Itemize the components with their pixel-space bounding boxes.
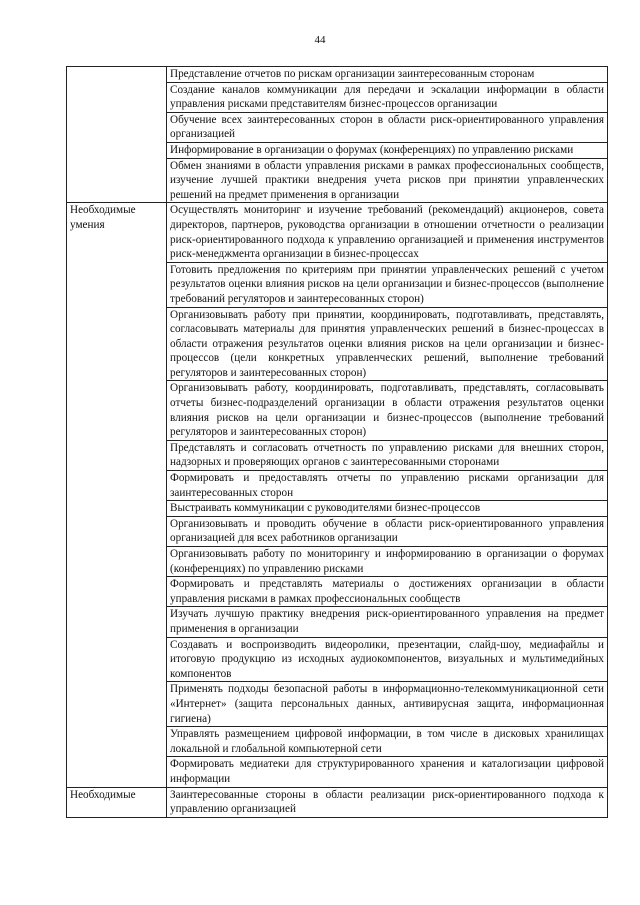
table-cell: Создание каналов коммуникации для передачи и эскалации информации в области управления рисками представителям бизнес-процессов организации — [167, 82, 608, 112]
table-cell: Обмен знаниями в области управления рисками в рамках профессиональных сообществ, изучение лучшей практики внедрения учета рисков при принятии управленческих решений на предмет применения в организации — [167, 158, 608, 203]
table-cell: Изучать лучшую практику внедрения риск-ориентированного управления на предмет применения в организации — [167, 607, 608, 637]
table-cell: Выстраивать коммуникации с руководителями бизнес-процессов — [167, 501, 608, 517]
table-cell: Формировать и предоставлять отчеты по управлению рисками организации для заинтересованных сторон — [167, 471, 608, 501]
table-cell: Организовывать работу при принятии, координировать, подготавливать, представлять, согласовывать материалы для принятия управленческих решений в бизнес-процессах в области отражения результатов оценки влияния рисков на цели организации и бизнес-процессов (цели конкретных управленческих решений, выполнение требований регуляторов и заинтересованных сторон) — [167, 307, 608, 381]
table-cell: Создавать и воспроизводить видеоролики, презентации, слайд-шоу, медиафайлы и итоговую продукцию из исходных аудиокомпонентов, визуальных и мультимедийных компонентов — [167, 637, 608, 682]
skills-label: Необходимые умения — [67, 203, 167, 787]
table-cell: Формировать и представлять материалы о достижениях организации в области управления рисками в рамках профессиональных сообществ — [167, 577, 608, 607]
table-cell: Заинтересованные стороны в области реализации риск-ориентированного подхода к управлению организацией — [167, 787, 608, 817]
table-cell: Осуществлять мониторинг и изучение требований (рекомендаций) акционеров, совета директоров, партнеров, руководства организации в отношении отчетности о реализации риск-ориентированного подхода к управлению организацией и применения инструментов риск-менеджмента организации в бизнес-процессах — [167, 203, 608, 262]
table-cell: Организовывать и проводить обучение в области риск-ориентированного управления организацией для всех работников организации — [167, 516, 608, 546]
table-row — [67, 67, 608, 83]
table-cell: Обучение всех заинтересованных сторон в области риск-ориентированного управления организацией — [167, 112, 608, 142]
table-cell: Формировать медиатеки для структурированного хранения и каталогизации цифровой информации — [167, 757, 608, 787]
table-cell: Представлять и согласовать отчетность по управлению рисками для внешних сторон, надзорных и проверяющих органов с заинтересованными сторонами — [167, 440, 608, 470]
table-row — [67, 203, 608, 262]
table-cell: Применять подходы безопасной работы в информационно-телекоммуникационной сети «Интернет» (защита персональных данных, антивирусная защита, информационная гигиена) — [167, 682, 608, 727]
table-cell: Организовывать работу, координировать, подготавливать, представлять, согласовывать отчеты бизнес-подразделений организации в области отражения результатов оценки влияния рисков на цели организации и бизнес-процессов (выполнение требований регуляторов и заинтересованных сторон) — [167, 381, 608, 440]
row-label-empty — [67, 67, 167, 203]
table-cell: Представление отчетов по рискам организации заинтересованным сторонам — [167, 67, 608, 83]
table-cell: Готовить предложения по критериям при принятии управленческих решений с учетом результатов оценки влияния рисков на цели организации и бизнес-процессов (выполнение требований регуляторов и заинтересованных сторон) — [167, 262, 608, 307]
table-row — [67, 787, 608, 817]
table-cell: Информирование в организации о форумах (конференциях) по управлению рисками — [167, 142, 608, 158]
competency-table — [66, 66, 608, 818]
knowledge-label: Необходимые — [67, 787, 167, 817]
table-cell: Организовывать работу по мониторингу и информированию в организации о форумах (конференциях) по управлению рисками — [167, 547, 608, 577]
page-number: 44 — [314, 34, 326, 46]
table-cell: Управлять размещением цифровой информации, в том числе в дисковых хранилищах локальной и глобальной компьютерной сети — [167, 727, 608, 757]
